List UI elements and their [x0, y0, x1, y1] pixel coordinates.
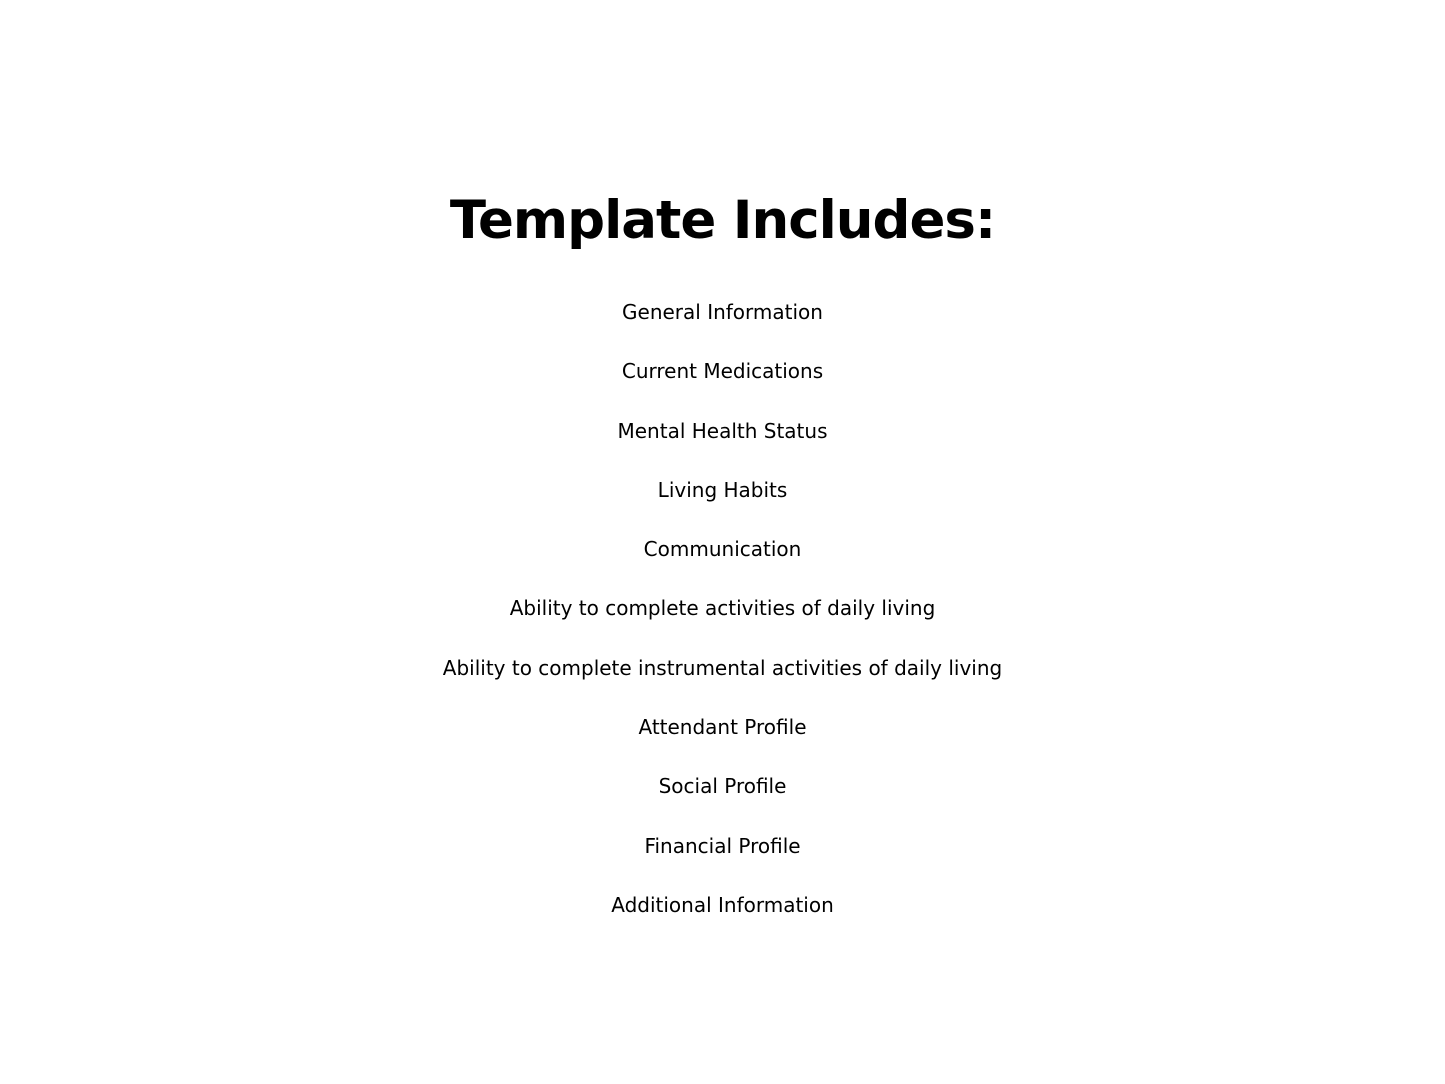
- list-item: Living Habits: [657, 477, 788, 502]
- list-item: Attendant Profile: [638, 715, 807, 740]
- list-item: Communication: [643, 537, 802, 562]
- list-item: Current Medications: [621, 359, 824, 384]
- list-item: General Information: [622, 300, 823, 324]
- list-item: Financial Profile: [644, 833, 801, 858]
- list-item: Ability to complete instrumental activities of daily living: [442, 655, 1003, 680]
- list-item: Additional Information: [611, 892, 834, 917]
- list-item: Mental Health Status: [617, 418, 828, 443]
- page-title: Template Includes:: [449, 190, 996, 251]
- includes-list: [0, 283, 1445, 935]
- list-item: Ability to complete activities of daily living: [509, 596, 936, 621]
- list-item: Social Profile: [658, 774, 787, 799]
